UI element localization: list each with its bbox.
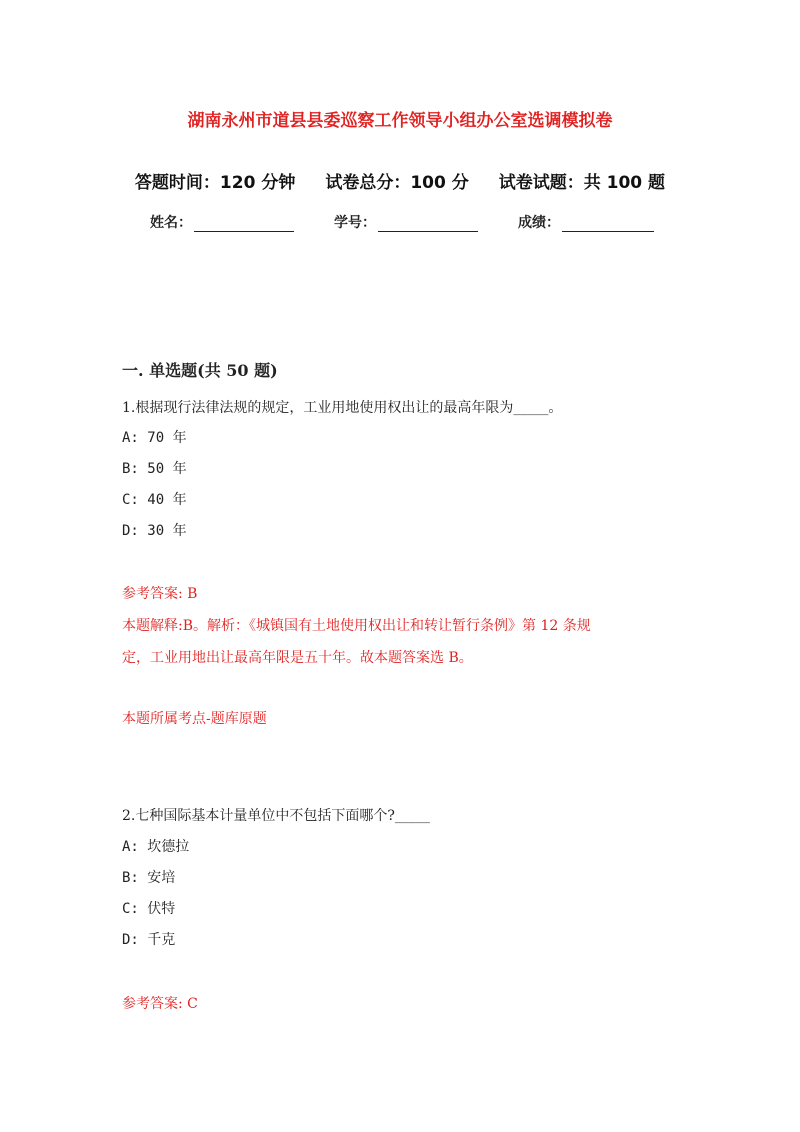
- student-fields-row: [150, 212, 654, 232]
- question-1-option-b: B: 50 年: [122, 461, 187, 477]
- student-id-field: [334, 212, 478, 232]
- question-1-source: 本题所属考点-题库原题: [122, 711, 267, 727]
- student-id-blank[interactable]: [378, 217, 478, 232]
- question-1-option-c: C: 40 年: [122, 492, 187, 508]
- name-label: 姓名：: [150, 215, 192, 231]
- question-2-option-b: B: 安培: [122, 870, 176, 886]
- question-2-stem: 2.七种国际基本计量单位中不包括下面哪个?_____: [122, 808, 430, 824]
- question-1-stem: 1.根据现行法律法规的规定，工业用地使用权出让的最高年限为_____。: [122, 400, 563, 416]
- exam-title: 湖南永州市道县县委巡察工作领导小组办公室选调模拟卷: [187, 111, 613, 131]
- name-field: [150, 212, 294, 232]
- question-1-option-a: A: 70 年: [122, 430, 187, 446]
- question-1-explanation-line-2: 定，工业用地出让最高年限是五十年。故本题答案选 B。: [122, 650, 473, 666]
- question-2-option-d: D: 千克: [122, 932, 176, 948]
- question-2-answer: 参考答案: C: [122, 996, 198, 1012]
- grade-blank[interactable]: [562, 217, 654, 232]
- section-heading: 一. 单选题(共 50 题): [122, 361, 278, 380]
- question-1-option-d: D: 30 年: [122, 523, 187, 539]
- question-1-explanation-line-1: 本题解释:B。解析：《城镇国有土地使用权出让和转让暂行条例》第 12 条规: [122, 618, 591, 634]
- question-2-option-c: C: 伏特: [122, 901, 176, 917]
- exam-time: 答题时间：120 分钟: [134, 173, 296, 193]
- exam-total-score: 试卷总分：100 分: [325, 173, 469, 193]
- grade-field: [518, 212, 654, 232]
- exam-info-row: [0, 168, 800, 193]
- student-id-label: 学号：: [334, 215, 376, 231]
- question-1-answer: 参考答案: B: [122, 586, 198, 602]
- question-2-option-a: A: 坎德拉: [122, 839, 190, 855]
- exam-question-count: 试卷试题：共 100 题: [498, 173, 666, 193]
- grade-label: 成绩：: [518, 215, 560, 231]
- name-blank[interactable]: [194, 217, 294, 232]
